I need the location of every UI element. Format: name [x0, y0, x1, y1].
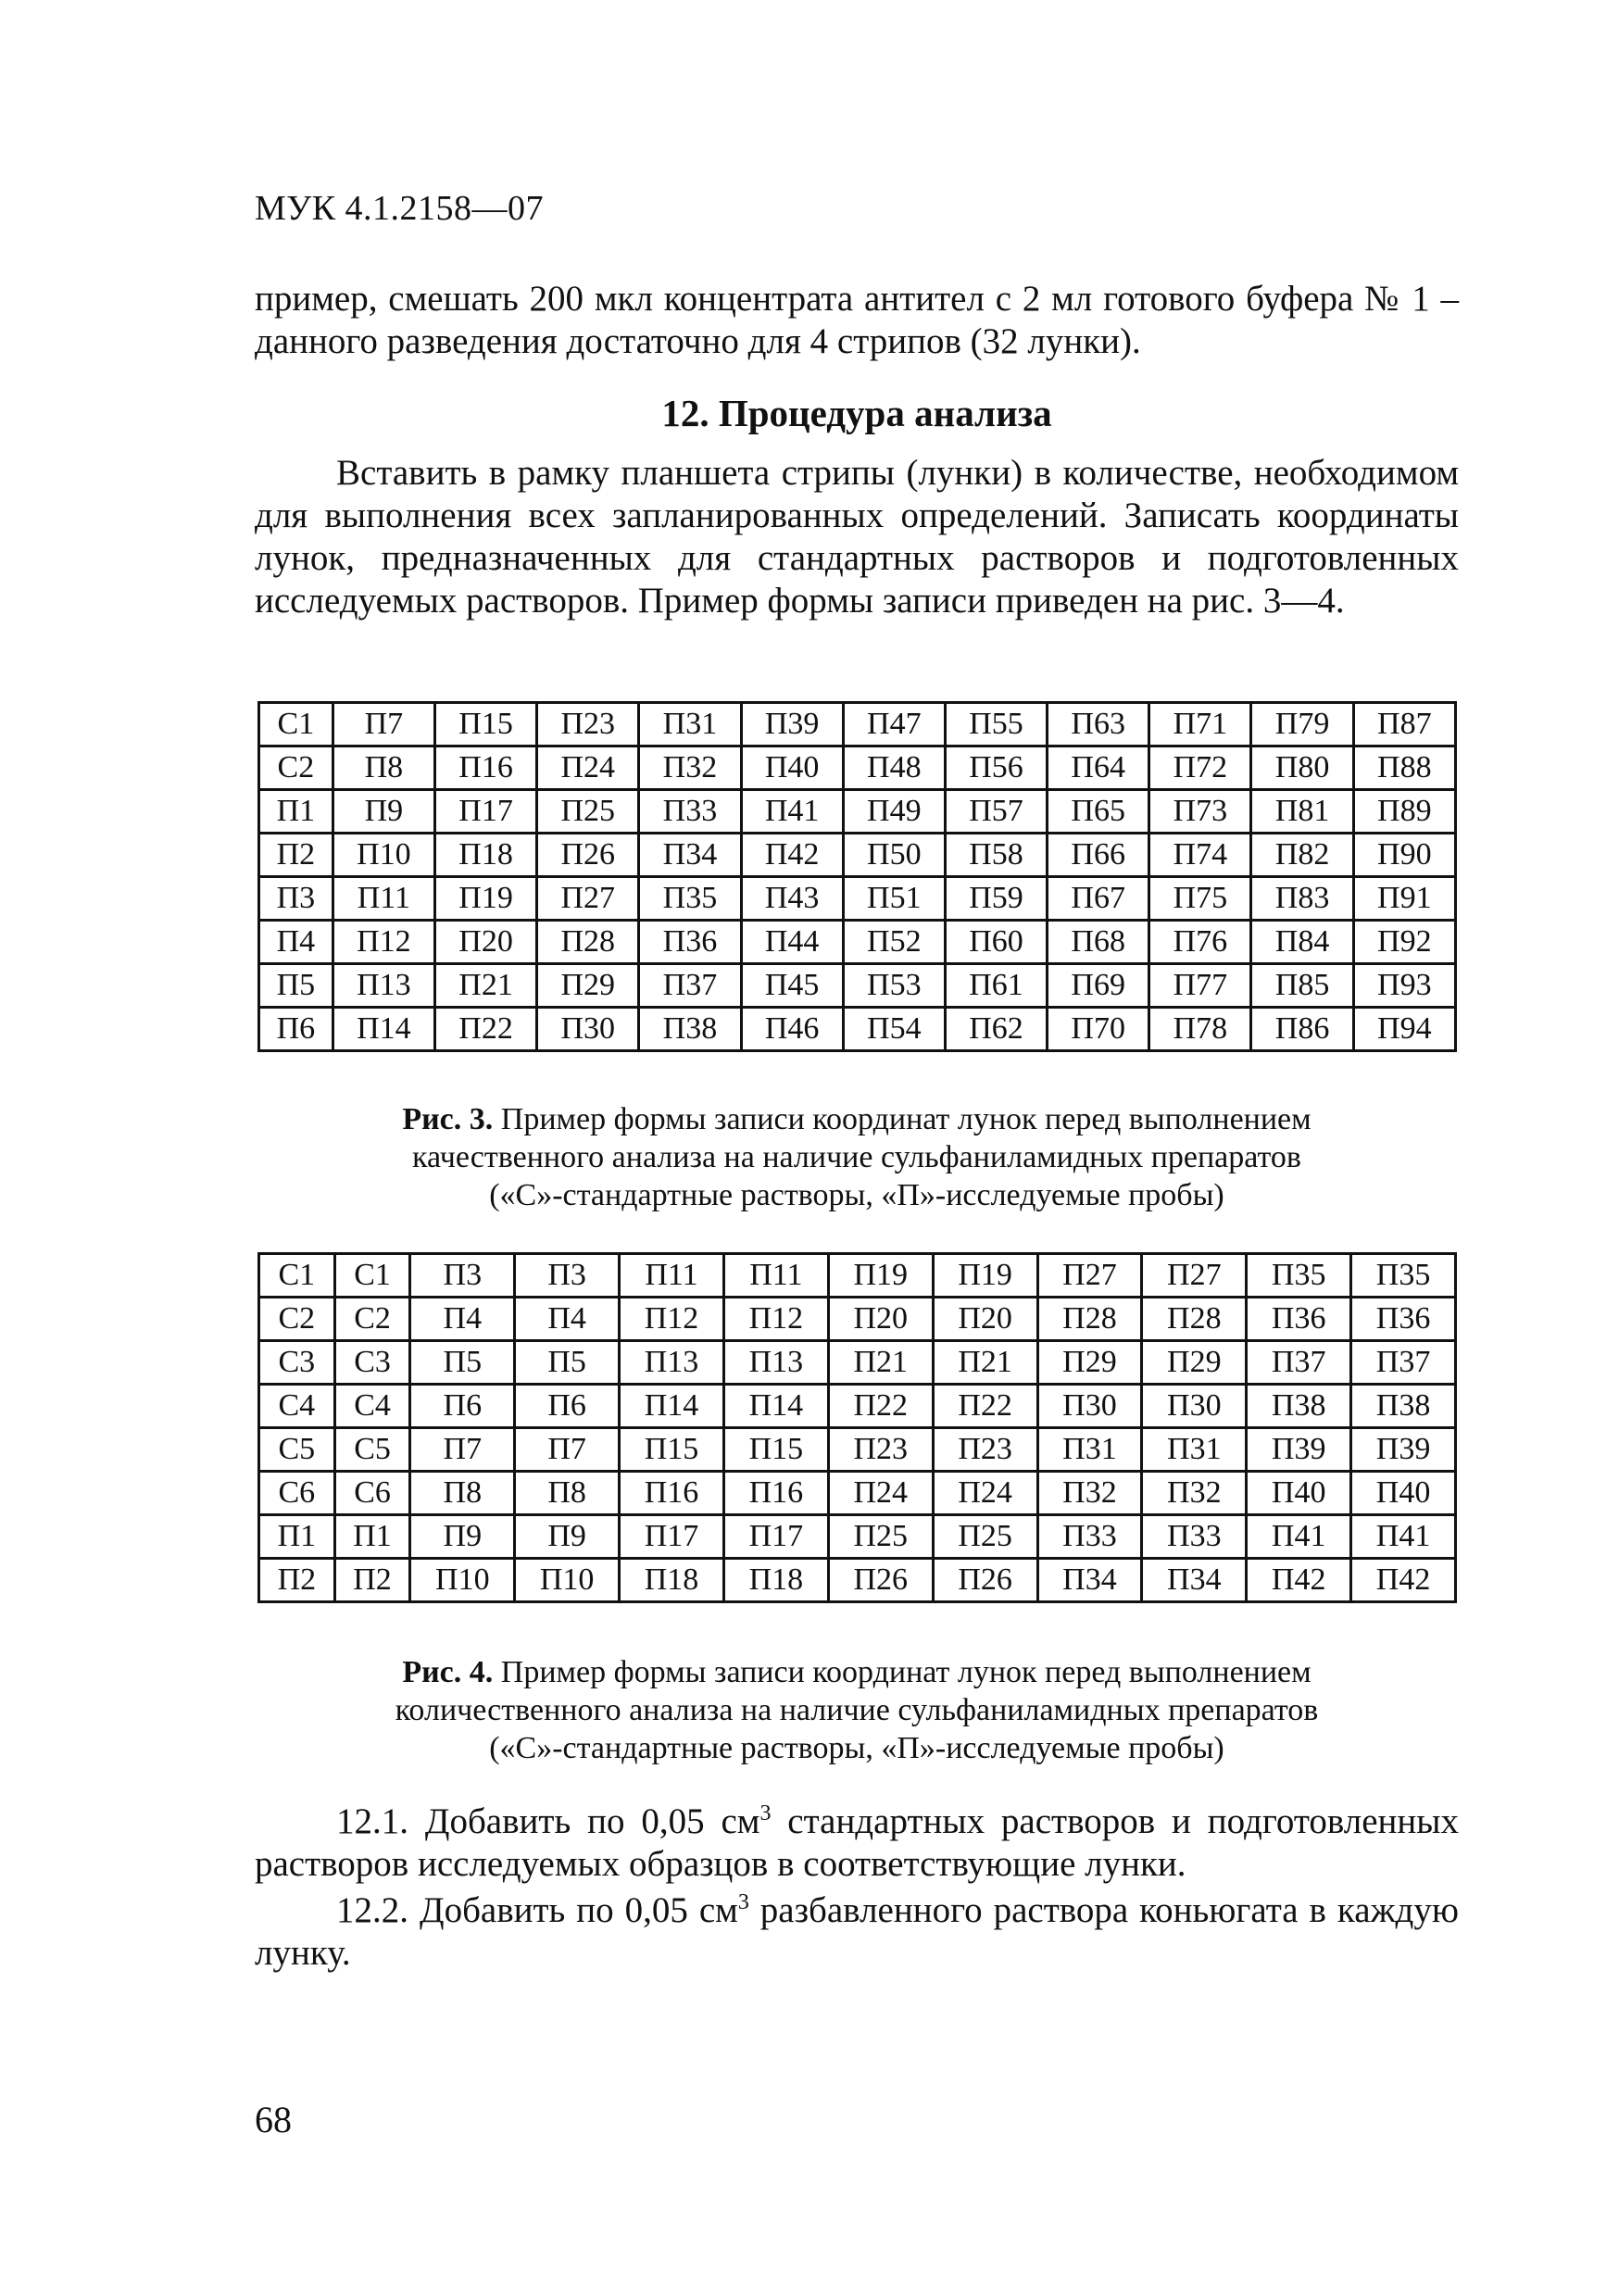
document-code: МУК 4.1.2158—07 [255, 189, 545, 228]
table-cell: П36 [1247, 1298, 1351, 1341]
step-text: разбавленного раствора коньюгата в каждую лунку. [255, 1890, 1459, 1973]
table-row [259, 1254, 1456, 1298]
table-cell: П10 [410, 1559, 515, 1602]
table-cell: П60 [945, 921, 1047, 964]
table-cell: П86 [1251, 1008, 1353, 1051]
table-cell: П23 [933, 1428, 1037, 1472]
table-cell: П3 [515, 1254, 620, 1298]
table-cell: С3 [259, 1341, 335, 1385]
figure-3-table [257, 701, 1457, 1052]
table-cell: П9 [515, 1515, 620, 1559]
table-cell: П58 [945, 834, 1047, 877]
table-cell: П54 [843, 1008, 945, 1051]
table-cell: П77 [1149, 964, 1251, 1008]
table-cell: П40 [741, 747, 843, 790]
table-cell: П65 [1048, 790, 1149, 834]
table-cell: С4 [259, 1385, 335, 1428]
caption-line [255, 1100, 1459, 1138]
table-row [259, 877, 1456, 921]
table-cell: С5 [259, 1428, 335, 1472]
table-row [259, 1428, 1456, 1472]
table-cell: П67 [1048, 877, 1149, 921]
table-row [259, 964, 1456, 1008]
table-cell: П78 [1149, 1008, 1251, 1051]
table-cell: П16 [434, 747, 536, 790]
table-cell: П42 [1351, 1559, 1456, 1602]
table-cell: П16 [723, 1472, 828, 1515]
table-cell: П62 [945, 1008, 1047, 1051]
table-cell: П27 [537, 877, 639, 921]
table-cell: П84 [1251, 921, 1353, 964]
table-cell: П30 [1037, 1385, 1142, 1428]
table-row [259, 703, 1456, 747]
table-cell: П74 [1149, 834, 1251, 877]
table-cell: П75 [1149, 877, 1251, 921]
table-cell: П41 [741, 790, 843, 834]
table-cell: П19 [933, 1254, 1037, 1298]
table-cell: П23 [828, 1428, 933, 1472]
table-cell: П66 [1048, 834, 1149, 877]
table-cell: П31 [639, 703, 741, 747]
table-cell: П41 [1351, 1515, 1456, 1559]
caption-line: качественного анализа на наличие сульфаниламидных препаратов [412, 1140, 1301, 1174]
table-cell: П3 [259, 877, 333, 921]
table-cell: П22 [434, 1008, 536, 1051]
table-cell: С1 [259, 1254, 335, 1298]
table-cell: П21 [434, 964, 536, 1008]
table-row [259, 1008, 1456, 1051]
table-cell: П8 [515, 1472, 620, 1515]
table-cell: П7 [333, 703, 434, 747]
table-cell: П11 [723, 1254, 828, 1298]
table-row [259, 1472, 1456, 1515]
table-cell: П3 [410, 1254, 515, 1298]
table-cell: П5 [515, 1341, 620, 1385]
table-cell: С6 [334, 1472, 410, 1515]
table-cell: П24 [537, 747, 639, 790]
section-title: 12. Процедура анализа [661, 392, 1052, 434]
table-cell: П28 [537, 921, 639, 964]
table-cell: П42 [1247, 1559, 1351, 1602]
table-cell: П70 [1048, 1008, 1149, 1051]
table-cell: П36 [639, 921, 741, 964]
table-cell: П8 [333, 747, 434, 790]
table-cell: П8 [410, 1472, 515, 1515]
table-cell: П57 [945, 790, 1047, 834]
table-cell: П14 [620, 1385, 724, 1428]
table-cell: П37 [1247, 1341, 1351, 1385]
table-cell: П21 [828, 1341, 933, 1385]
table-row [259, 1515, 1456, 1559]
table-cell: П12 [333, 921, 434, 964]
superscript: 3 [759, 1801, 772, 1826]
table-cell: П30 [537, 1008, 639, 1051]
table-cell: П46 [741, 1008, 843, 1051]
step-text: 12.1. Добавить по 0,05 см [336, 1801, 760, 1841]
table-cell: П15 [723, 1428, 828, 1472]
table-cell: П69 [1048, 964, 1149, 1008]
table-cell: П25 [933, 1515, 1037, 1559]
table-cell: П1 [259, 1515, 335, 1559]
table-cell: П90 [1353, 834, 1455, 877]
section-paragraph: Вставить в рамку планшета стрипы (лунки) в количестве, необходимом для выполнения всех запланированных определений. Записать координаты лунок, предназначенных для стандартных растворов и подготовленных исследуемых растворов. Пример формы записи приведен на рис. 3—4. [255, 453, 1459, 621]
figure-4-caption [255, 1653, 1459, 1767]
table-cell: П15 [434, 703, 536, 747]
table-cell: П22 [933, 1385, 1037, 1428]
table-cell: С1 [334, 1254, 410, 1298]
table-cell: П39 [1247, 1428, 1351, 1472]
step-12-2 [255, 1889, 1459, 1975]
table-cell: П31 [1142, 1428, 1247, 1472]
table-cell: П27 [1142, 1254, 1247, 1298]
table-cell: П1 [334, 1515, 410, 1559]
table-cell: П10 [333, 834, 434, 877]
table-cell: П10 [515, 1559, 620, 1602]
table-cell: П35 [1351, 1254, 1456, 1298]
table-cell: П6 [515, 1385, 620, 1428]
table-cell: П32 [1142, 1472, 1247, 1515]
table-cell: П85 [1251, 964, 1353, 1008]
table-cell: П1 [259, 790, 333, 834]
table-cell: П28 [1142, 1298, 1247, 1341]
table-cell: П19 [828, 1254, 933, 1298]
figure-4-table [257, 1252, 1457, 1603]
table-cell: П14 [723, 1385, 828, 1428]
table-cell: П36 [1351, 1298, 1456, 1341]
table-cell: П38 [639, 1008, 741, 1051]
table-cell: П35 [1247, 1254, 1351, 1298]
table-row [259, 1341, 1456, 1385]
table-cell: П7 [410, 1428, 515, 1472]
table-cell: С3 [334, 1341, 410, 1385]
table-cell: С5 [334, 1428, 410, 1472]
table-cell: П2 [259, 1559, 335, 1602]
table-cell: П91 [1353, 877, 1455, 921]
table-cell: П32 [1037, 1472, 1142, 1515]
table-row [259, 790, 1456, 834]
table-cell: П13 [723, 1341, 828, 1385]
table-cell: П45 [741, 964, 843, 1008]
table-row [259, 1298, 1456, 1341]
caption-line: количественного анализа на наличие сульфаниламидных препаратов [395, 1693, 1319, 1727]
superscript: 3 [737, 1890, 749, 1914]
table-cell: П43 [741, 877, 843, 921]
table-cell: П35 [639, 877, 741, 921]
figure-3-caption [255, 1100, 1459, 1214]
table-cell: П31 [1037, 1428, 1142, 1472]
table-cell: П18 [620, 1559, 724, 1602]
caption-line [255, 1653, 1459, 1691]
table-cell: П6 [410, 1385, 515, 1428]
table-cell: П5 [259, 964, 333, 1008]
table-cell: П52 [843, 921, 945, 964]
table-cell: П4 [410, 1298, 515, 1341]
table-cell: П39 [1351, 1428, 1456, 1472]
table-cell: П38 [1351, 1385, 1456, 1428]
table-cell: П33 [1142, 1515, 1247, 1559]
table-cell: П16 [620, 1472, 724, 1515]
table-cell: П49 [843, 790, 945, 834]
table-cell: П28 [1037, 1298, 1142, 1341]
table-cell: П55 [945, 703, 1047, 747]
table-cell: П53 [843, 964, 945, 1008]
table-cell: П80 [1251, 747, 1353, 790]
table-cell: П12 [723, 1298, 828, 1341]
table-cell: П19 [434, 877, 536, 921]
table-cell: П83 [1251, 877, 1353, 921]
table-cell: П14 [333, 1008, 434, 1051]
table-cell: П93 [1353, 964, 1455, 1008]
page-number: 68 [255, 2099, 292, 2140]
table-cell: П40 [1247, 1472, 1351, 1515]
table-cell: П64 [1048, 747, 1149, 790]
table-cell: П7 [515, 1428, 620, 1472]
table-cell: П13 [620, 1341, 724, 1385]
table-cell: П89 [1353, 790, 1455, 834]
table-cell: С2 [334, 1298, 410, 1341]
table-cell: П51 [843, 877, 945, 921]
table-cell: П24 [933, 1472, 1037, 1515]
table-cell: П23 [537, 703, 639, 747]
table-cell: П72 [1149, 747, 1251, 790]
table-cell: П18 [723, 1559, 828, 1602]
table-cell: П20 [434, 921, 536, 964]
table-cell: П33 [639, 790, 741, 834]
table-cell: П29 [1037, 1341, 1142, 1385]
table-cell: П63 [1048, 703, 1149, 747]
table-cell: П34 [639, 834, 741, 877]
table-cell: С2 [259, 747, 333, 790]
table-cell: П4 [515, 1298, 620, 1341]
table-cell: П22 [828, 1385, 933, 1428]
table-cell: П12 [620, 1298, 724, 1341]
table-row [259, 1385, 1456, 1428]
table-cell: П26 [933, 1559, 1037, 1602]
table-row [259, 921, 1456, 964]
table-cell: П47 [843, 703, 945, 747]
table-cell: П15 [620, 1428, 724, 1472]
table-cell: П29 [1142, 1341, 1247, 1385]
table-cell: П87 [1353, 703, 1455, 747]
table-cell: П71 [1149, 703, 1251, 747]
table-cell: П20 [933, 1298, 1037, 1341]
table-cell: П30 [1142, 1385, 1247, 1428]
table-cell: П37 [1351, 1341, 1456, 1385]
table-cell: П27 [1037, 1254, 1142, 1298]
table-cell: П25 [828, 1515, 933, 1559]
table-cell: П11 [333, 877, 434, 921]
table-cell: П76 [1149, 921, 1251, 964]
table-cell: П81 [1251, 790, 1353, 834]
table-cell: П25 [537, 790, 639, 834]
table-cell: П33 [1037, 1515, 1142, 1559]
caption-text: Пример формы записи координат лунок перед выполнением [493, 1655, 1312, 1689]
table-row [259, 747, 1456, 790]
table-cell: П2 [259, 834, 333, 877]
table-cell: П34 [1037, 1559, 1142, 1602]
table-cell: П17 [434, 790, 536, 834]
table-cell: П79 [1251, 703, 1353, 747]
table-cell: П4 [259, 921, 333, 964]
table-cell: П94 [1353, 1008, 1455, 1051]
table-cell: П17 [620, 1515, 724, 1559]
caption-line: («С»-стандартные растворы, «П»-исследуемые пробы) [489, 1178, 1224, 1212]
table-cell: П21 [933, 1341, 1037, 1385]
caption-text: Пример формы записи координат лунок перед выполнением [493, 1102, 1312, 1136]
table-cell: П56 [945, 747, 1047, 790]
table-cell: П17 [723, 1515, 828, 1559]
table-cell: П6 [259, 1008, 333, 1051]
table-cell: П38 [1247, 1385, 1351, 1428]
caption-line: («С»-стандартные растворы, «П»-исследуемые пробы) [489, 1731, 1224, 1765]
table-cell: П68 [1048, 921, 1149, 964]
table-cell: С1 [259, 703, 333, 747]
table-cell: П32 [639, 747, 741, 790]
table-cell: С2 [259, 1298, 335, 1341]
table-cell: П26 [537, 834, 639, 877]
table-cell: П39 [741, 703, 843, 747]
table-cell: П34 [1142, 1559, 1247, 1602]
table-cell: П50 [843, 834, 945, 877]
table-row [259, 1559, 1456, 1602]
table-cell: П18 [434, 834, 536, 877]
table-cell: П13 [333, 964, 434, 1008]
table-cell: П61 [945, 964, 1047, 1008]
table-cell: С4 [334, 1385, 410, 1428]
caption-label: Рис. 3. [402, 1102, 494, 1136]
step-text: 12.2. Добавить по 0,05 см [336, 1890, 738, 1930]
table-cell: П92 [1353, 921, 1455, 964]
table-cell: П41 [1247, 1515, 1351, 1559]
step-12-1 [255, 1800, 1459, 1886]
intro-paragraph: пример, смешать 200 мкл концентрата антител с 2 мл готового буфера № 1 – данного разведения достаточно для 4 стрипов (32 лунки). [255, 279, 1459, 361]
table-cell: П59 [945, 877, 1047, 921]
table-cell: П73 [1149, 790, 1251, 834]
table-cell: П88 [1353, 747, 1455, 790]
table-cell: П48 [843, 747, 945, 790]
caption-label: Рис. 4. [402, 1655, 494, 1689]
table-cell: П40 [1351, 1472, 1456, 1515]
step-text: стандартных растворов и подготовленных растворов исследуемых образцов в соответствующие лунки. [255, 1801, 1459, 1884]
table-cell: П20 [828, 1298, 933, 1341]
table-cell: П26 [828, 1559, 933, 1602]
table-cell: П5 [410, 1341, 515, 1385]
table-cell: П9 [333, 790, 434, 834]
table-row [259, 834, 1456, 877]
table-cell: П37 [639, 964, 741, 1008]
table-cell: П24 [828, 1472, 933, 1515]
table-cell: П2 [334, 1559, 410, 1602]
table-cell: П44 [741, 921, 843, 964]
table-cell: П42 [741, 834, 843, 877]
table-cell: П11 [620, 1254, 724, 1298]
table-cell: П29 [537, 964, 639, 1008]
table-cell: С6 [259, 1472, 335, 1515]
table-cell: П9 [410, 1515, 515, 1559]
table-cell: П82 [1251, 834, 1353, 877]
